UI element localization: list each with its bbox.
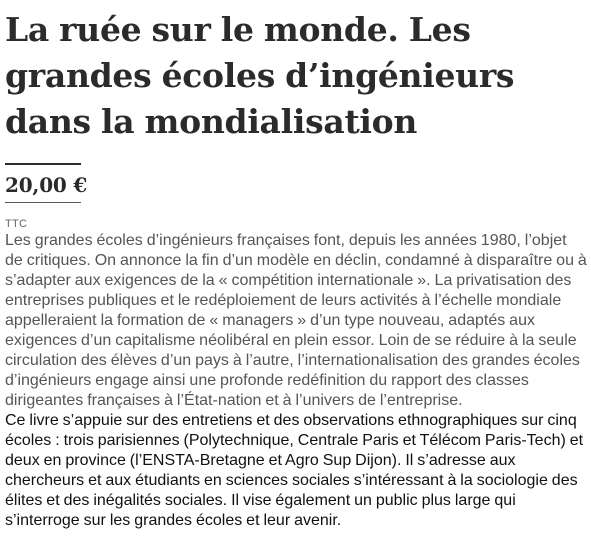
tax-label: TTC [5, 218, 28, 230]
product-description-more: Ce livre s’appuie sur des entretiens et des observations ethnographiques sur cinq écoles : trois parisiennes (Polytechnique, Centrale Paris et Télécom Paris-Tech) et deux en province (l’ENSTA-Bretagne et Agro Sup Dijon). Il s’adresse aux chercheurs et aux étudiants en sciences sociales s’intéressant à la sociologie des élites et des inégalités sociales. Il vise également un public plus large qui s’interroge sur les grandes écoles et leur avenir. [5, 412, 584, 529]
product-title: La ruée sur le monde. Les grandes écoles d’ingénieurs dans la mondialisation [5, 10, 515, 141]
price-divider-bottom [5, 202, 81, 203]
product-price: 20,00 € [5, 173, 88, 197]
price-divider-top [5, 163, 81, 165]
product-description: Les grandes écoles d’ingénieurs françaises font, depuis les années 1980, l’objet de critiques. On annonce la fin d’un modèle en déclin, condamné à disparaître ou à s’adapter aux exigences de la « compétition internationale ». La privatisation des entreprises publiques et le redéploiement de leurs activités à l’échelle mondiale appelleraient la formation de « managers » d’un type nouveau, adaptés aux exigences d’un capitalisme néolibéral en plein essor. Loin de se réduire à la seule circulation des élèves d’un pays à l’autre, l’internationalisation des grandes écoles d’ingénieurs engage ainsi une profonde redéfinition du rapport des classes dirigeantes françaises à l’État-nation et à l’univers de l’entreprise. [5, 232, 587, 409]
product-panel [5, 0, 588, 531]
